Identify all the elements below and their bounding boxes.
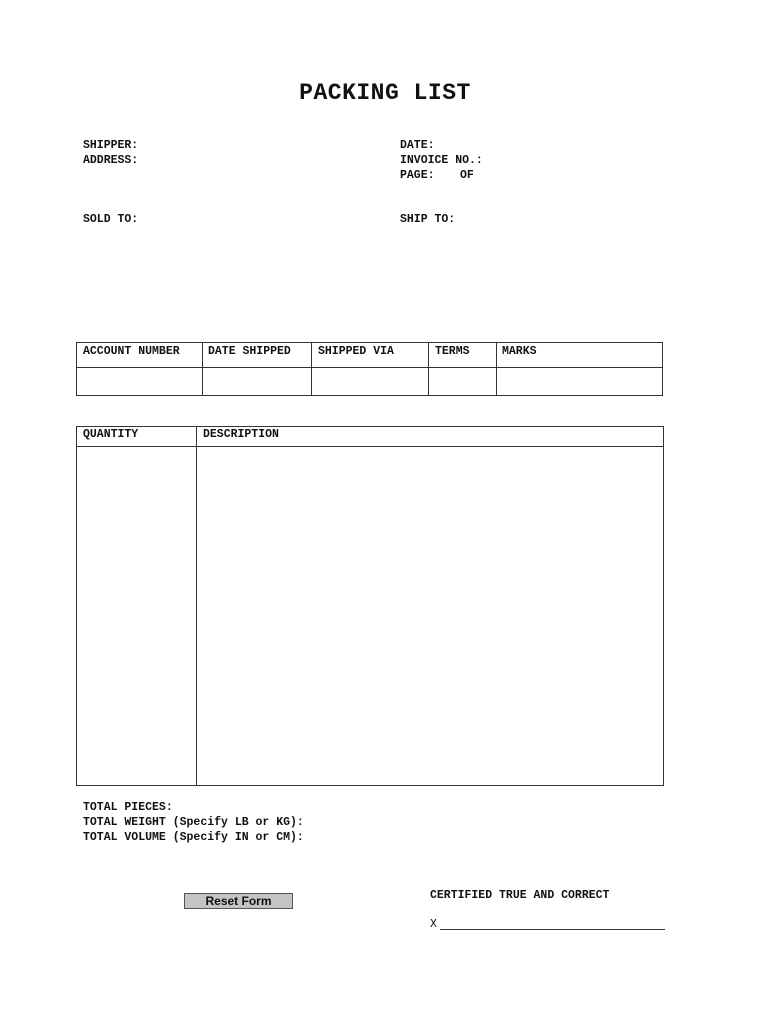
column-divider [196, 427, 197, 785]
page-label: PAGE: [400, 169, 435, 182]
sold-to-field[interactable] [150, 212, 380, 322]
description-field[interactable] [198, 448, 662, 784]
signature-prefix: X [430, 918, 437, 931]
shipped-via-field[interactable] [312, 369, 427, 395]
signature-field[interactable] [440, 912, 665, 928]
date-field[interactable] [445, 138, 660, 153]
description-header: DESCRIPTION [203, 428, 279, 441]
shipper-field[interactable] [150, 138, 380, 153]
ship-to-label: SHIP TO: [400, 213, 456, 226]
page-number-field[interactable] [440, 168, 458, 183]
address-label: ADDRESS: [83, 154, 139, 167]
items-table-header [77, 427, 663, 447]
total-volume-field[interactable] [330, 830, 530, 845]
total-pieces-label: TOTAL PIECES: [83, 801, 173, 814]
shipper-label: SHIPPER: [83, 139, 139, 152]
marks-field[interactable] [497, 369, 661, 395]
invoice-number-field[interactable] [495, 153, 660, 168]
quantity-field[interactable] [78, 448, 195, 784]
shipped-via-header: SHIPPED VIA [318, 345, 394, 358]
terms-header: TERMS [435, 345, 470, 358]
page-of-label: OF [460, 169, 474, 182]
sold-to-label: SOLD TO: [83, 213, 139, 226]
total-weight-label: TOTAL WEIGHT (Specify LB or KG): [83, 816, 304, 829]
date-label: DATE: [400, 139, 435, 152]
total-weight-field[interactable] [330, 815, 530, 830]
page-total-field[interactable] [480, 168, 520, 183]
terms-field[interactable] [429, 369, 495, 395]
ship-to-field[interactable] [465, 212, 660, 322]
certification-label: CERTIFIED TRUE AND CORRECT [430, 889, 610, 902]
account-table [76, 342, 663, 396]
date-shipped-field[interactable] [203, 369, 310, 395]
date-shipped-header: DATE SHIPPED [208, 345, 291, 358]
address-field[interactable] [150, 153, 380, 198]
total-pieces-field[interactable] [190, 800, 390, 815]
marks-header: MARKS [502, 345, 537, 358]
signature-line [440, 929, 665, 930]
invoice-number-label: INVOICE NO.: [400, 154, 483, 167]
reset-form-button[interactable]: Reset Form [184, 893, 293, 909]
document-title: PACKING LIST [299, 80, 471, 106]
total-volume-label: TOTAL VOLUME (Specify IN or CM): [83, 831, 304, 844]
items-table [76, 426, 664, 786]
quantity-header: QUANTITY [83, 428, 139, 441]
account-number-field[interactable] [78, 369, 201, 395]
account-number-header: ACCOUNT NUMBER [83, 345, 180, 358]
